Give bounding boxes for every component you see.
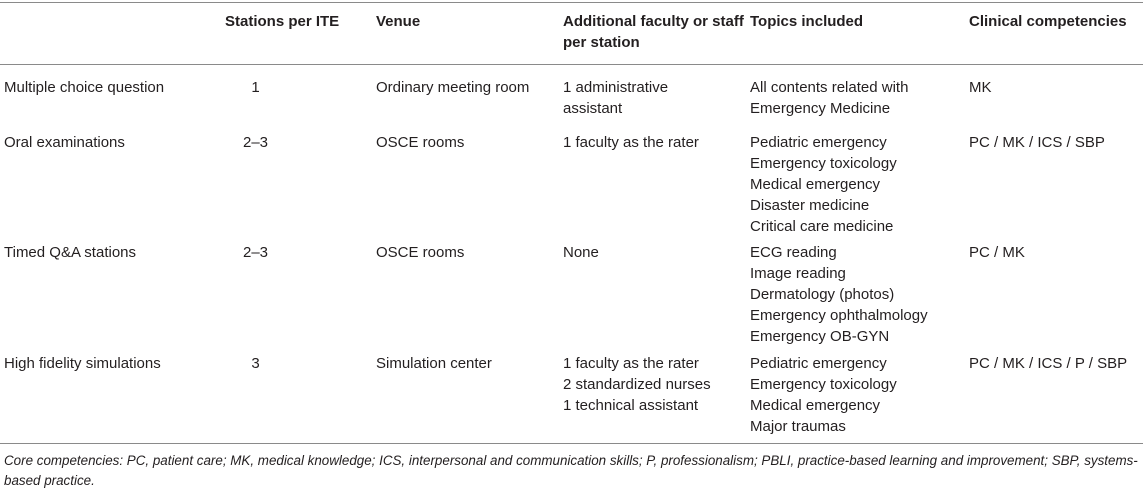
topics-cell — [750, 132, 969, 242]
venue-cell: OSCE rooms — [376, 244, 465, 261]
staff-cell — [563, 353, 750, 449]
topic-line: Image reading — [750, 265, 846, 282]
staff-line: assistant — [563, 100, 623, 117]
topics-cell — [750, 242, 969, 353]
staff-line: 2 standardized nurses — [563, 376, 711, 393]
header-venue: Venue — [376, 13, 421, 30]
topic-line: Emergency toxicology — [750, 376, 897, 393]
ite-stations-table — [0, 3, 1143, 449]
staff-line: 1 faculty as the rater — [563, 355, 699, 372]
topic-line: Critical care medicine — [750, 218, 894, 235]
station-type-cell: High fidelity simulations — [4, 355, 161, 372]
station-type-cell: Multiple choice question — [4, 79, 165, 96]
stations-count-cell: 2–3 — [242, 244, 269, 261]
topic-line: Emergency Medicine — [750, 100, 891, 117]
stations-count-cell: 3 — [251, 355, 260, 372]
competencies-cell: PC / MK — [969, 244, 1025, 261]
staff-cell — [563, 242, 750, 353]
stations-count-cell: 2–3 — [242, 134, 269, 151]
station-type-cell: Timed Q&A stations — [4, 244, 136, 261]
station-type-cell: Oral examinations — [4, 134, 125, 151]
topics-cell — [750, 353, 969, 449]
topic-line: Pediatric emergency — [750, 355, 887, 372]
venue-cell: Simulation center — [376, 355, 492, 372]
topic-line: ECG reading — [750, 244, 837, 261]
topic-line: Dermatology (photos) — [750, 286, 895, 303]
table-row — [0, 64, 1143, 132]
topic-line: Emergency ophthalmology — [750, 307, 928, 324]
topic-line: Emergency OB-GYN — [750, 328, 890, 345]
topic-line: Medical emergency — [750, 176, 881, 193]
staff-cell — [563, 132, 750, 242]
table-footnote: Core competencies: PC, patient care; MK, medical knowledge; ICS, interpersonal and communication skills; P, professionalism; PBLI, practice-based learning and improvement; SBP, systems-based practice. — [4, 453, 1138, 488]
staff-line: 1 technical assistant — [563, 397, 699, 414]
header-competencies: Clinical competencies — [969, 13, 1127, 30]
topic-line: Medical emergency — [750, 397, 881, 414]
staff-line: 1 faculty as the rater — [563, 134, 699, 151]
header-stations-per-ite: Stations per ITE — [225, 13, 340, 30]
topic-line: Pediatric emergency — [750, 134, 887, 151]
venue-cell: Ordinary meeting room — [376, 79, 530, 96]
table-row — [0, 353, 1143, 449]
header-row — [0, 3, 1143, 64]
topic-line: Emergency toxicology — [750, 155, 897, 172]
staff-line: None — [563, 244, 599, 261]
venue-cell: OSCE rooms — [376, 134, 465, 151]
header-topics: Topics included — [750, 13, 864, 30]
header-additional-staff: Additional faculty or staff per station — [563, 13, 744, 51]
topic-line: All contents related with — [750, 79, 909, 96]
competencies-cell: MK — [969, 79, 992, 96]
table-row — [0, 242, 1143, 353]
topics-cell — [750, 64, 969, 132]
stations-count-cell: 1 — [251, 79, 260, 96]
competencies-cell: PC / MK / ICS / SBP — [969, 134, 1105, 151]
table-row — [0, 132, 1143, 242]
competencies-cell: PC / MK / ICS / P / SBP — [969, 355, 1128, 372]
staff-cell — [563, 64, 750, 132]
header-station-type — [0, 3, 225, 64]
staff-line: 1 administrative — [563, 79, 669, 96]
topic-line: Major traumas — [750, 418, 846, 435]
topic-line: Disaster medicine — [750, 197, 870, 214]
